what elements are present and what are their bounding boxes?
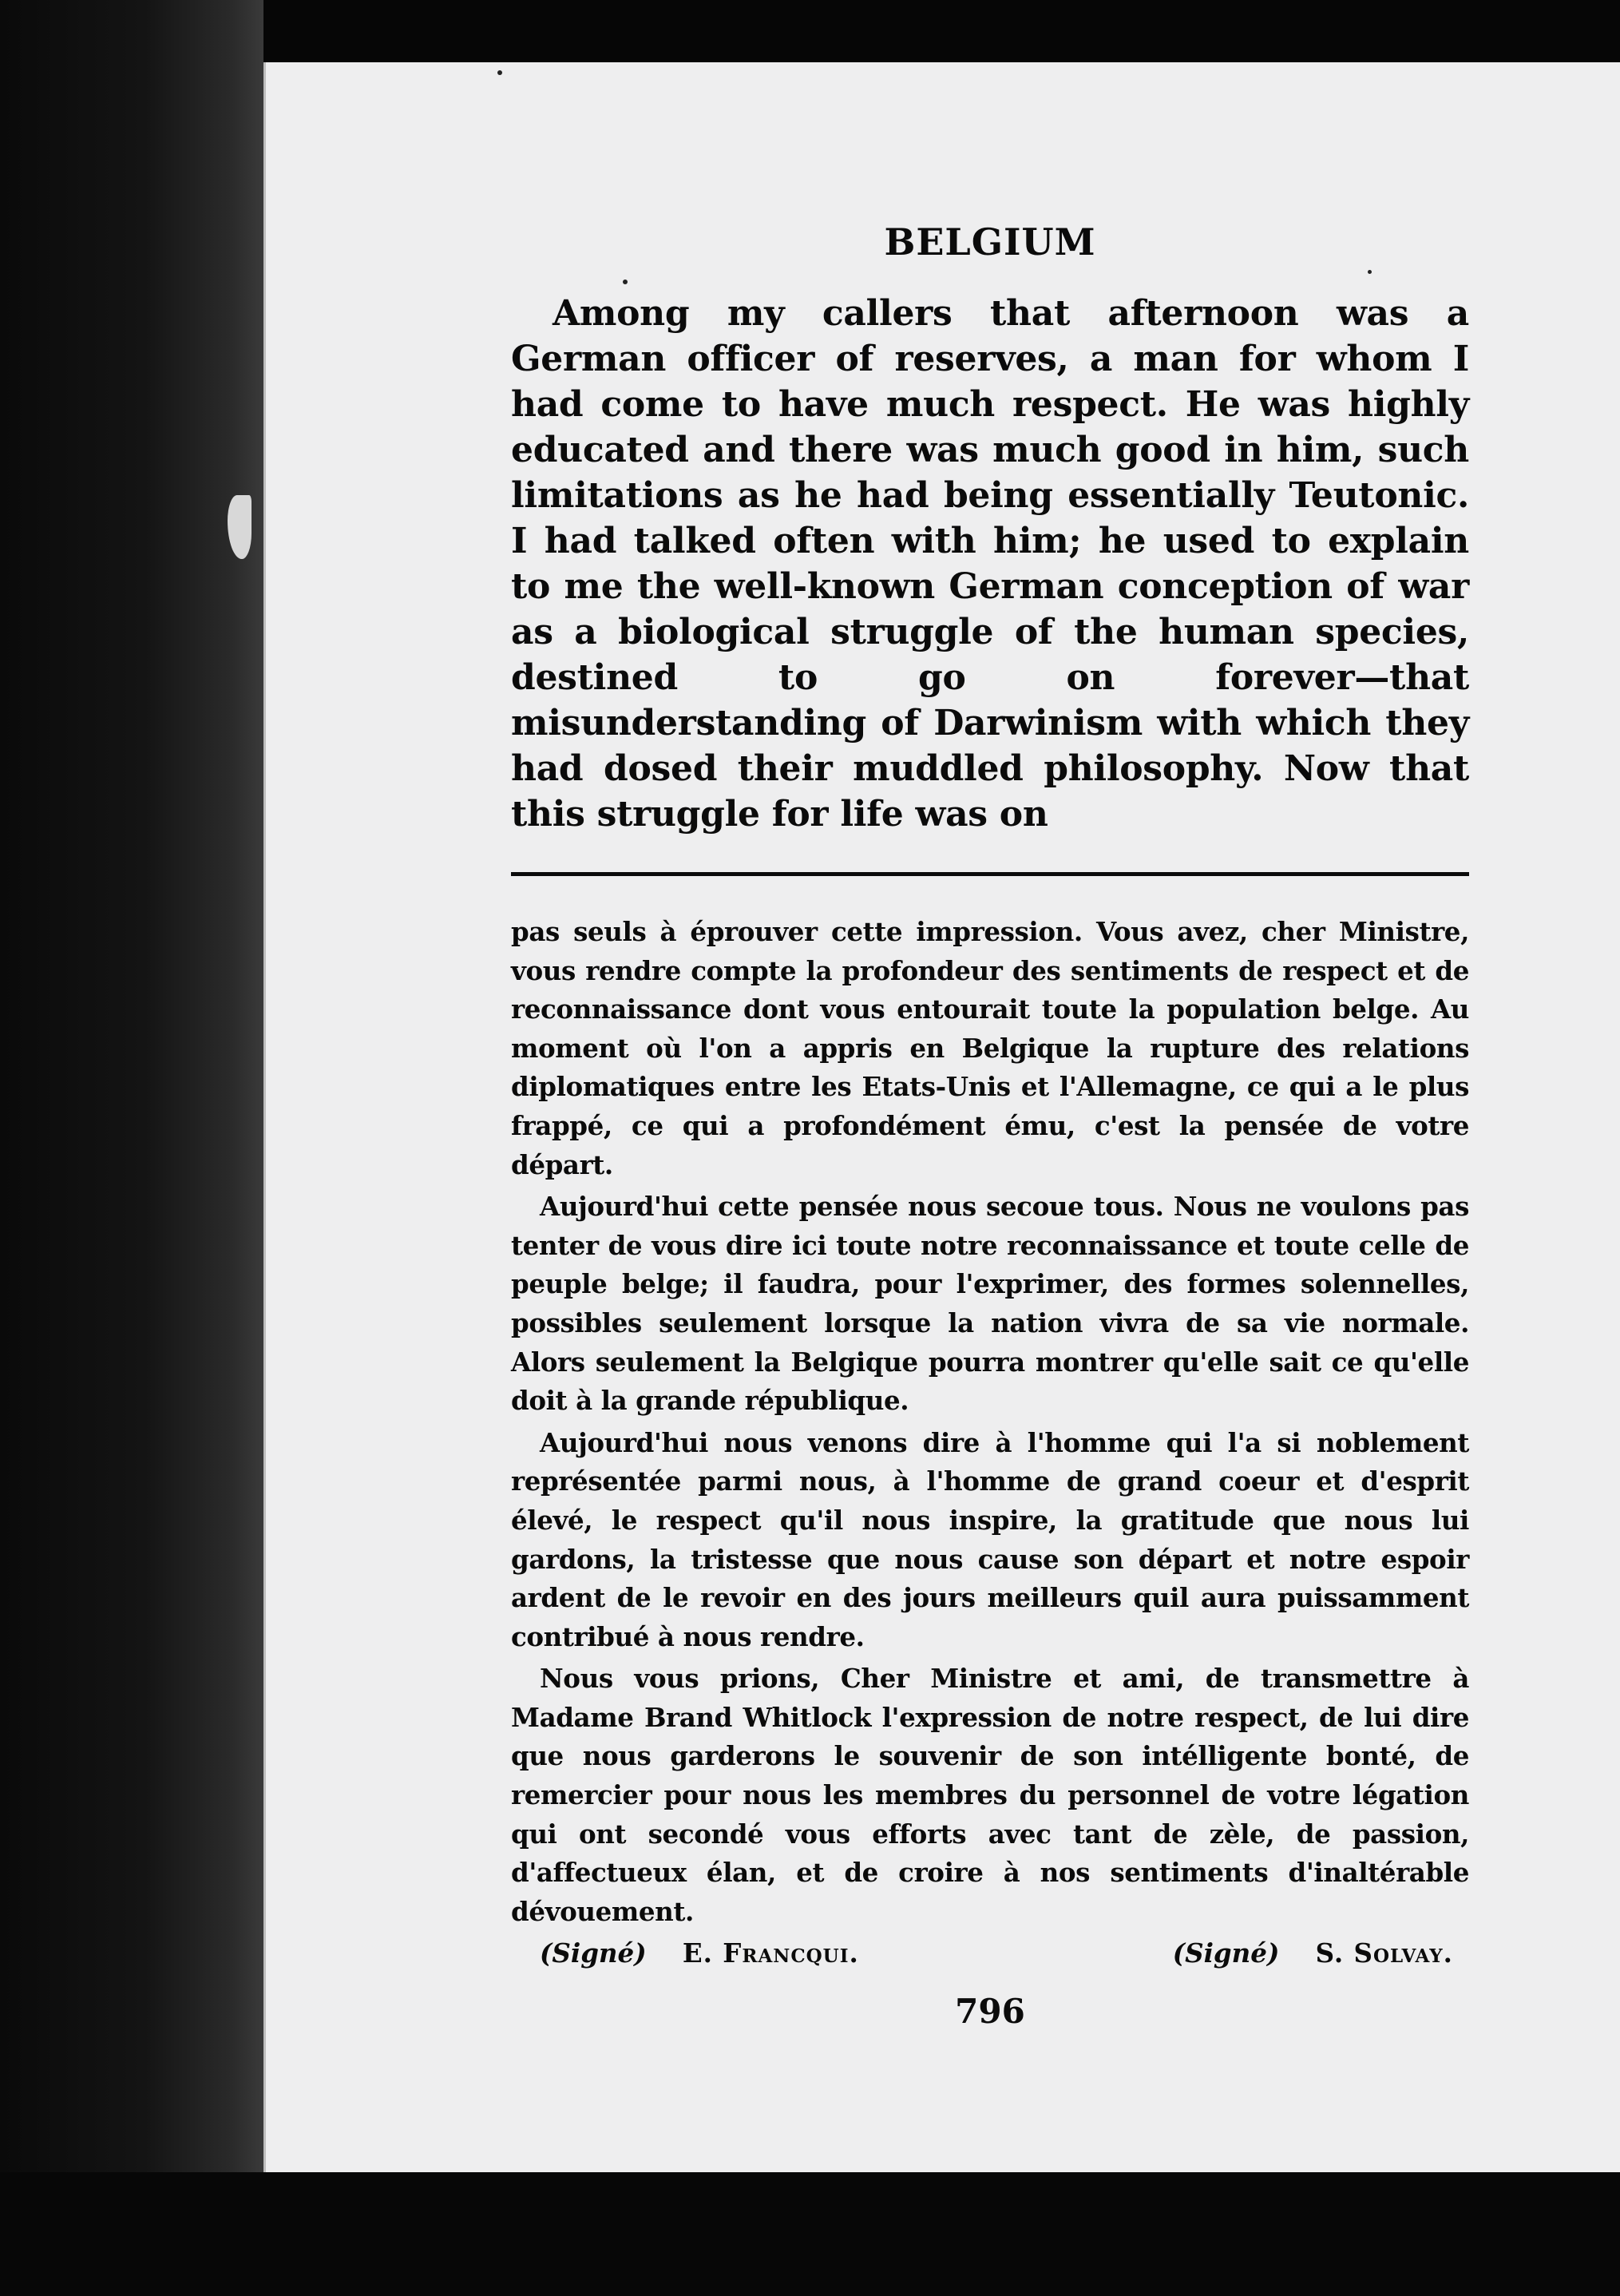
footnote-paragraph: Aujourd'hui cette pensée nous secoue tous. Nous ne voulons pas tenter de vous dire ici toute notre reconnaissance et toute celle de peuple belge; il faudra, pour l'exprimer, des formes solennelles, possibles seulement lorsque la nation vivra de sa vie normale. Alors seulement la Belgique pourra montrer qu'elle sait ce qu'elle doit à la grande république. (511, 1191, 1469, 1417)
signature-solvay (1173, 1934, 1453, 1973)
dust-speck (497, 70, 502, 75)
page-content (511, 220, 1469, 2032)
footnote-paragraph: pas seuls à éprouver cette impression. Vous avez, cher Ministre, vous rendre compte la profondeur des sentiments de respect et de reconnaissance dont vous entourait toute la population belge. Au moment où l'on a appris en Belgique la rupture des relations diplomatiques entre les Etats-Unis et l'Allemagne, ce qui a le plus frappé, ce qui a profondément ému, c'est la pensée de votre départ. (511, 916, 1469, 1180)
footnote-paragraph: Nous vous prions, Cher Ministre et ami, de transmettre à Madame Brand Whitlock l'expression de notre respect, de lui dire que nous garderons le souvenir de son intélligente bonté, de remercier pour nous les membres du personnel de votre légation qui ont secondé vous efforts avec tant de zèle, de passion, d'affectueux élan, et de croire à nos sentiments d'inaltérable dévouement. (511, 1663, 1469, 1927)
signature-label: (Signé) (540, 1937, 647, 1969)
signature-line (511, 1934, 1469, 1973)
footnote-rule (511, 872, 1469, 876)
main-text-paragraph: Among my callers that afternoon was a German officer of reserves, a man for whom I had come to have much respect. He was highly educated and there was much good in him, such limitations as he had being essentially Teutonic. I had talked often with him; he used to explain to me the well-known German conception of war as a biological struggle of the human species, destined to go on forever—that misunderstanding of Darwinism with which they had dosed their muddled philosophy. Now that this struggle for life was on (511, 293, 1469, 835)
signature-label: (Signé) (1172, 1937, 1280, 1969)
footnote-paragraph: Aujourd'hui nous venons dire à l'homme qui l'a si noblement représentée parmi nous, à l'homme de grand coeur et d'esprit élevé, le respect qu'il nous inspire, la gratitude que nous lui gardons, la tristesse que nous cause son départ et notre espoir ardent de le revoir en des jours meilleurs quil aura puissamment contribué à nous rendre. (511, 1426, 1469, 1652)
signature-name: E. Francqui. (682, 1937, 859, 1969)
signature-name: S. Solvay. (1315, 1937, 1453, 1969)
scan-bottom-margin (0, 2172, 1620, 2296)
signature-francqui (540, 1934, 859, 1973)
page-number: 796 (955, 1992, 1025, 2032)
book-binding-shadow (0, 0, 263, 2296)
running-head: BELGIUM (884, 220, 1096, 264)
footnote-block (511, 913, 1469, 1973)
